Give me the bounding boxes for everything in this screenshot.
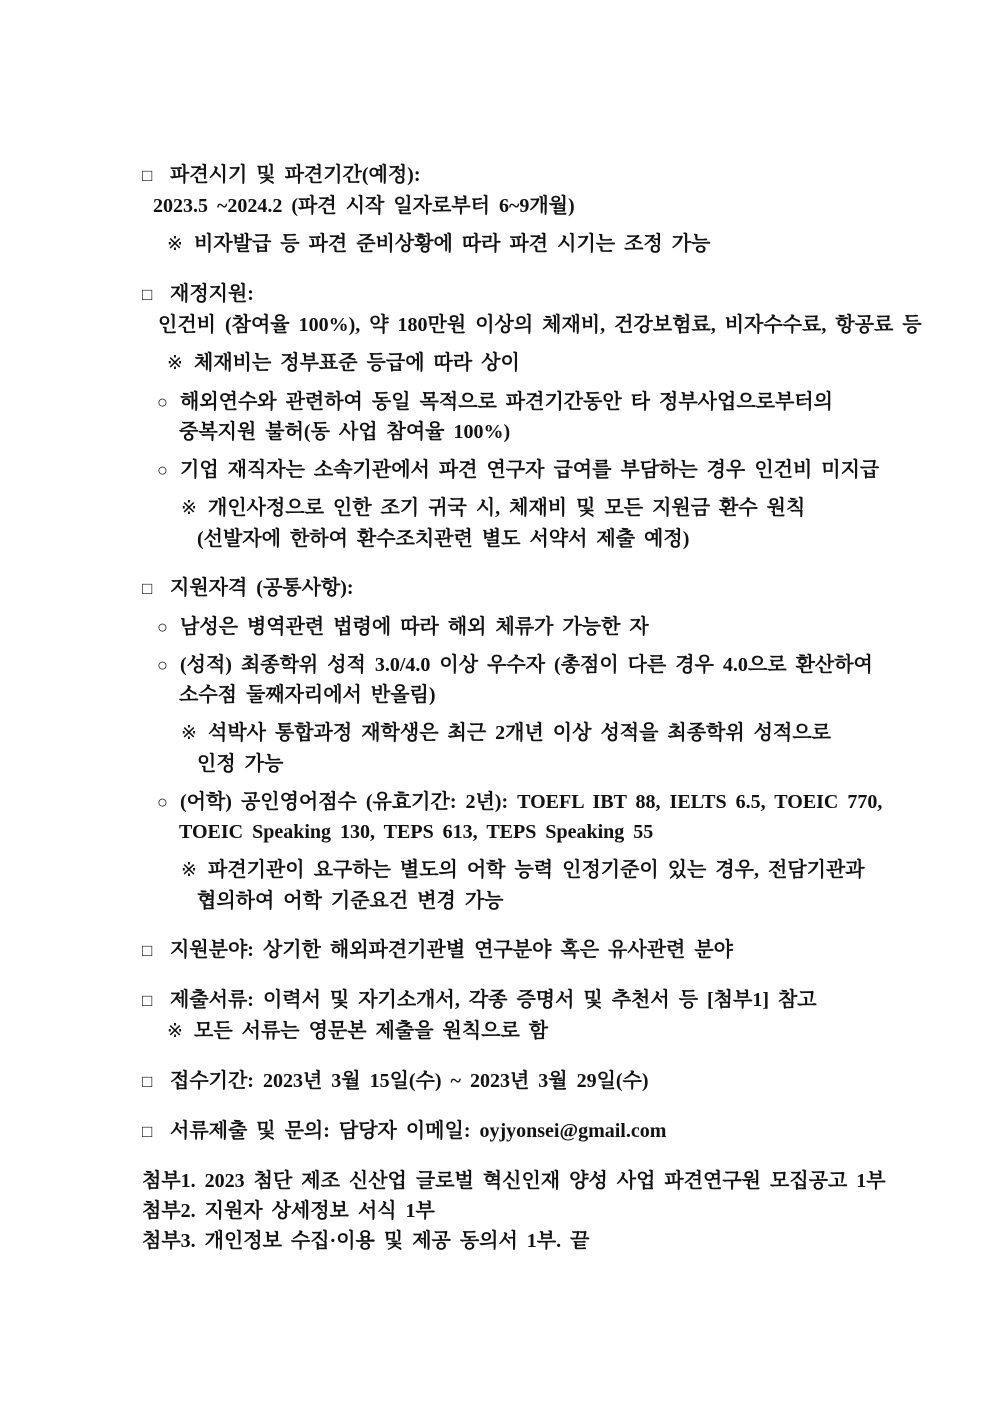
line-text: 접수기간: 2023년 3월 15일(수) ~ 2023년 3월 29일(수) <box>170 1070 649 1092</box>
line-text: 제출서류: 이력서 및 자기소개서, 각종 증명서 및 추천서 등 [첨부1] 참고 <box>170 989 817 1011</box>
line-text: 인건비 (참여율 100%), 약 180만원 이상의 체재비, 건강보험료, 비자수수료, 항공료 등 <box>158 314 922 336</box>
bullet-square-icon: □ <box>142 166 153 185</box>
reference-mark-icon: ※ <box>167 234 183 255</box>
line-english-score-requirement-cont <box>0 817 992 847</box>
line-company-employee-rule <box>0 455 992 485</box>
line-text: 비자발급 등 파견 준비상황에 따라 파견 시기는 조정 가능 <box>194 233 711 255</box>
line-gpa-requirement <box>0 650 992 680</box>
line-early-return-note-cont <box>0 524 992 554</box>
line-integrated-program-note-cont <box>0 749 992 779</box>
bullet-circle-icon: ○ <box>157 392 168 412</box>
line-application-period <box>0 1066 992 1097</box>
line-language-criteria-note <box>0 855 992 886</box>
reference-mark-icon: ※ <box>181 860 197 881</box>
line-attachment-1 <box>0 1166 992 1196</box>
line-attachment-2 <box>0 1196 992 1226</box>
bullet-circle-icon: ○ <box>157 792 168 812</box>
line-english-documents-note <box>0 1016 992 1047</box>
reference-mark-icon: ※ <box>167 1021 183 1042</box>
line-text: 서류제출 및 문의: 담당자 이메일: oyjyonsei@gmail.com <box>170 1120 667 1142</box>
bullet-square-icon: □ <box>142 991 153 1010</box>
bullet-square-icon: □ <box>142 941 153 960</box>
reference-mark-icon: ※ <box>167 353 183 374</box>
line-text: 석박사 통합과정 재학생은 최근 2개년 이상 성적을 최종학위 성적으로 <box>208 722 831 744</box>
line-dispatch-period-heading <box>0 160 992 191</box>
bullet-circle-icon: ○ <box>157 617 168 637</box>
line-military-service <box>0 612 992 642</box>
line-text: 파견기관이 요구하는 별도의 어학 능력 인정기준이 있는 경우, 전담기관과 <box>208 859 865 881</box>
line-text: (선발자에 한하여 환수조치관련 별도 서약서 제출 예정) <box>197 528 690 550</box>
bullet-circle-icon: ○ <box>157 460 168 480</box>
line-stay-cost-note <box>0 348 992 379</box>
line-gpa-requirement-cont <box>0 680 992 710</box>
line-dispatch-period-dates <box>0 191 992 221</box>
line-text: 첨부3. 개인정보 수집·이용 및 제공 동의서 1부. 끝 <box>142 1230 590 1252</box>
line-text: 2023.5 ~2024.2 (파견 시작 일자로부터 6~9개월) <box>153 195 575 217</box>
line-text: 협의하여 어학 기준요건 변경 가능 <box>197 890 504 912</box>
bullet-circle-icon: ○ <box>157 655 168 675</box>
line-text: 개인사정으로 인한 조기 귀국 시, 체재비 및 모든 지원금 환수 원칙 <box>208 497 806 519</box>
line-text: 재정지원: <box>170 283 254 305</box>
reference-mark-icon: ※ <box>181 498 197 519</box>
line-duplicate-support-rule-cont <box>0 417 992 447</box>
line-language-criteria-note-cont <box>0 886 992 916</box>
line-integrated-program-note <box>0 718 992 749</box>
bullet-square-icon: □ <box>142 1122 153 1141</box>
bullet-square-icon: □ <box>142 285 153 304</box>
line-text: 지원자격 (공통사항): <box>170 577 354 599</box>
line-personnel-cost <box>0 310 992 340</box>
line-text: (성적) 최종학위 성적 3.0/4.0 이상 우수자 (총점이 다른 경우 4.0으로 환산하여 <box>180 654 873 676</box>
line-text: TOEIC Speaking 130, TEPS 613, TEPS Speaking 55 <box>179 821 654 843</box>
line-text: 첨부1. 2023 첨단 제조 신산업 글로벌 혁신인재 양성 사업 파견연구원 모집공고 1부 <box>142 1170 886 1192</box>
line-text: 모든 서류는 영문본 제출을 원칙으로 함 <box>194 1020 549 1042</box>
reference-mark-icon: ※ <box>181 723 197 744</box>
line-text: 첨부2. 지원자 상세정보 서식 1부 <box>142 1200 435 1222</box>
line-duplicate-support-rule <box>0 387 992 417</box>
line-financial-support-heading <box>0 279 992 310</box>
line-text: 소수점 둘째자리에서 반올림) <box>179 684 436 706</box>
line-text: 파견시기 및 파견기간(예정): <box>170 164 421 186</box>
line-visa-note <box>0 229 992 260</box>
line-required-documents <box>0 985 992 1016</box>
bullet-square-icon: □ <box>142 1072 153 1091</box>
line-text: 해외연수와 관련하여 동일 목적으로 파견기간동안 타 정부사업으로부터의 <box>180 391 833 413</box>
line-text: 남성은 병역관련 법령에 따라 해외 체류가 가능한 자 <box>180 616 649 638</box>
line-application-field <box>0 935 992 966</box>
line-text: 인정 가능 <box>197 753 284 775</box>
line-text: 지원분야: 상기한 해외파견기관별 연구분야 혹은 유사관련 분야 <box>170 939 733 961</box>
line-text: 중복지원 불허(동 사업 참여율 100%) <box>179 421 511 443</box>
line-text: (어학) 공인영어점수 (유효기간: 2년): TOEFL IBT 88, IELTS 6.5, TOEIC 770, <box>180 791 883 813</box>
line-text: 기업 재직자는 소속기관에서 파견 연구자 급여를 부담하는 경우 인건비 미지급 <box>180 459 880 481</box>
line-attachment-3 <box>0 1226 992 1256</box>
line-english-score-requirement <box>0 787 992 817</box>
line-eligibility-heading <box>0 573 992 604</box>
line-early-return-note <box>0 493 992 524</box>
bullet-square-icon: □ <box>142 579 153 598</box>
line-contact <box>0 1116 992 1147</box>
line-text: 체재비는 정부표준 등급에 따라 상이 <box>194 352 520 374</box>
